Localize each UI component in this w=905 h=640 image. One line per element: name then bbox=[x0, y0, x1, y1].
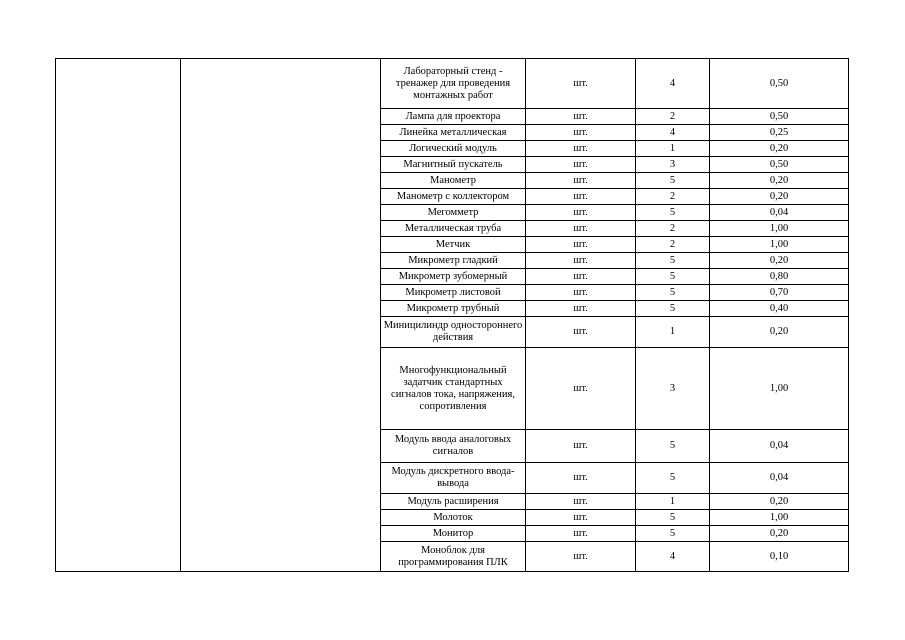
table-body bbox=[56, 59, 849, 572]
item-name-cell: Манометр bbox=[381, 173, 526, 189]
quantity-cell: 2 bbox=[636, 237, 710, 253]
item-name-cell: Линейка металлическая bbox=[381, 125, 526, 141]
unit-cell: шт. bbox=[526, 173, 636, 189]
item-name-cell: Модуль ввода аналоговых сигналов bbox=[381, 430, 526, 463]
unit-cell: шт. bbox=[526, 125, 636, 141]
unit-cell: шт. bbox=[526, 253, 636, 269]
unit-cell: шт. bbox=[526, 510, 636, 526]
norm-cell: 0,20 bbox=[710, 494, 849, 510]
unit-cell: шт. bbox=[526, 542, 636, 572]
item-name-cell: Микрометр листовой bbox=[381, 285, 526, 301]
empty-cell-left bbox=[56, 59, 181, 572]
item-name-cell: Модуль расширения bbox=[381, 494, 526, 510]
quantity-cell: 5 bbox=[636, 510, 710, 526]
norm-cell: 0,70 bbox=[710, 285, 849, 301]
quantity-cell: 2 bbox=[636, 109, 710, 125]
item-name-cell: Микрометр трубный bbox=[381, 301, 526, 317]
item-name-cell: Модуль дискретного ввода-вывода bbox=[381, 463, 526, 494]
quantity-cell: 5 bbox=[636, 430, 710, 463]
item-name-cell: Моноблок для программирования ПЛК bbox=[381, 542, 526, 572]
quantity-cell: 5 bbox=[636, 205, 710, 221]
item-name-cell: Микрометр зубомерный bbox=[381, 269, 526, 285]
quantity-cell: 5 bbox=[636, 253, 710, 269]
item-name-cell: Монитор bbox=[381, 526, 526, 542]
quantity-cell: 4 bbox=[636, 125, 710, 141]
quantity-cell: 1 bbox=[636, 494, 710, 510]
norm-cell: 0,20 bbox=[710, 317, 849, 348]
quantity-cell: 3 bbox=[636, 157, 710, 173]
unit-cell: шт. bbox=[526, 157, 636, 173]
norm-cell: 0,50 bbox=[710, 59, 849, 109]
quantity-cell: 5 bbox=[636, 301, 710, 317]
item-name-cell: Лампа для проектора bbox=[381, 109, 526, 125]
unit-cell: шт. bbox=[526, 269, 636, 285]
unit-cell: шт. bbox=[526, 141, 636, 157]
unit-cell: шт. bbox=[526, 317, 636, 348]
unit-cell: шт. bbox=[526, 221, 636, 237]
unit-cell: шт. bbox=[526, 205, 636, 221]
item-name-cell: Мегомметр bbox=[381, 205, 526, 221]
item-name-cell: Микрометр гладкий bbox=[381, 253, 526, 269]
norm-cell: 0,50 bbox=[710, 109, 849, 125]
norm-cell: 1,00 bbox=[710, 237, 849, 253]
norm-cell: 1,00 bbox=[710, 221, 849, 237]
norm-cell: 0,40 bbox=[710, 301, 849, 317]
quantity-cell: 5 bbox=[636, 526, 710, 542]
item-name-cell: Лабораторный стенд - тренажер для проведения монтажных работ bbox=[381, 59, 526, 109]
norm-cell: 0,20 bbox=[710, 189, 849, 205]
table-row bbox=[56, 59, 849, 109]
quantity-cell: 1 bbox=[636, 317, 710, 348]
unit-cell: шт. bbox=[526, 463, 636, 494]
norm-cell: 0,20 bbox=[710, 253, 849, 269]
item-name-cell: Многофункциональный задатчик стандартных сигналов тока, напряжения, сопротивления bbox=[381, 348, 526, 430]
quantity-cell: 4 bbox=[636, 542, 710, 572]
unit-cell: шт. bbox=[526, 526, 636, 542]
item-name-cell: Молоток bbox=[381, 510, 526, 526]
item-name-cell: Манометр с коллектором bbox=[381, 189, 526, 205]
unit-cell: шт. bbox=[526, 348, 636, 430]
quantity-cell: 5 bbox=[636, 285, 710, 301]
quantity-cell: 4 bbox=[636, 59, 710, 109]
norm-cell: 0,80 bbox=[710, 269, 849, 285]
quantity-cell: 2 bbox=[636, 189, 710, 205]
norm-cell: 0,04 bbox=[710, 463, 849, 494]
item-name-cell: Миницилиндр одностороннего действия bbox=[381, 317, 526, 348]
unit-cell: шт. bbox=[526, 430, 636, 463]
item-name-cell: Магнитный пускатель bbox=[381, 157, 526, 173]
unit-cell: шт. bbox=[526, 494, 636, 510]
empty-cell-section bbox=[181, 59, 381, 572]
quantity-cell: 2 bbox=[636, 221, 710, 237]
norm-cell: 0,20 bbox=[710, 141, 849, 157]
unit-cell: шт. bbox=[526, 301, 636, 317]
item-name-cell: Металлическая труба bbox=[381, 221, 526, 237]
item-name-cell: Логический модуль bbox=[381, 141, 526, 157]
equipment-table bbox=[55, 58, 849, 572]
norm-cell: 0,10 bbox=[710, 542, 849, 572]
quantity-cell: 5 bbox=[636, 269, 710, 285]
norm-cell: 0,04 bbox=[710, 205, 849, 221]
quantity-cell: 3 bbox=[636, 348, 710, 430]
norm-cell: 0,20 bbox=[710, 173, 849, 189]
unit-cell: шт. bbox=[526, 109, 636, 125]
quantity-cell: 5 bbox=[636, 463, 710, 494]
unit-cell: шт. bbox=[526, 285, 636, 301]
norm-cell: 1,00 bbox=[710, 510, 849, 526]
norm-cell: 0,20 bbox=[710, 526, 849, 542]
norm-cell: 0,04 bbox=[710, 430, 849, 463]
unit-cell: шт. bbox=[526, 189, 636, 205]
quantity-cell: 5 bbox=[636, 173, 710, 189]
quantity-cell: 1 bbox=[636, 141, 710, 157]
unit-cell: шт. bbox=[526, 237, 636, 253]
norm-cell: 0,50 bbox=[710, 157, 849, 173]
item-name-cell: Метчик bbox=[381, 237, 526, 253]
norm-cell: 0,25 bbox=[710, 125, 849, 141]
norm-cell: 1,00 bbox=[710, 348, 849, 430]
unit-cell: шт. bbox=[526, 59, 636, 109]
